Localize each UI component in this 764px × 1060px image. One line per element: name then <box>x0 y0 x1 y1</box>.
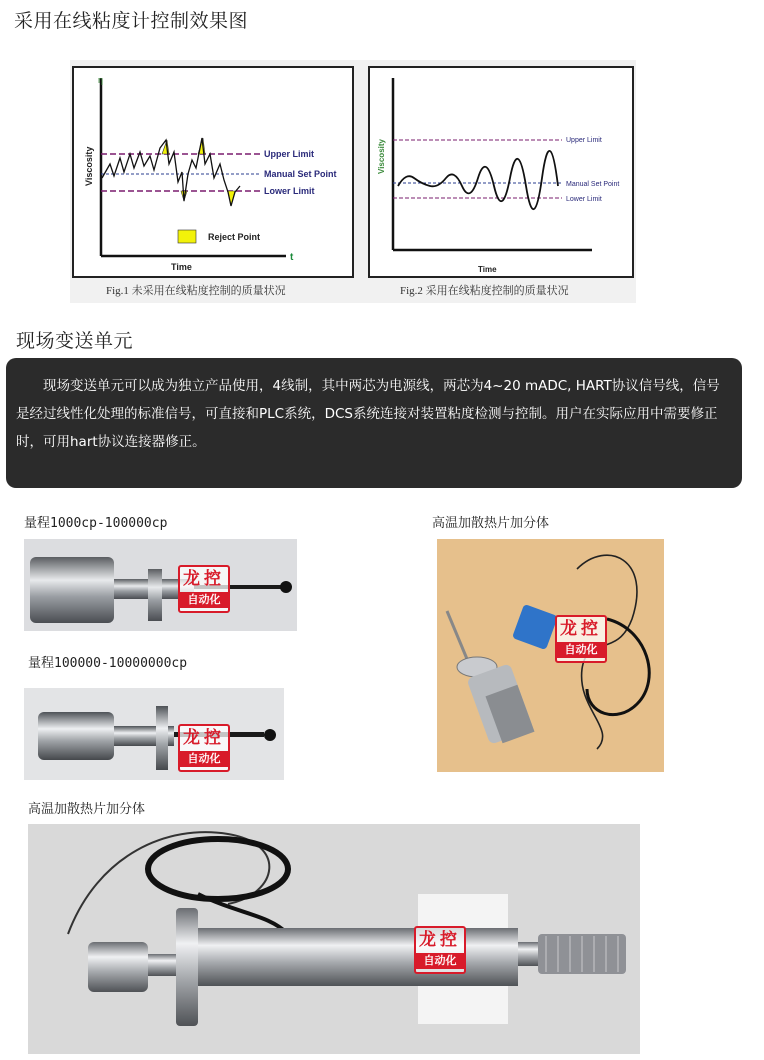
description-box <box>6 358 742 488</box>
fig2-box <box>368 66 634 278</box>
fig1-y-symbol: η <box>98 75 104 85</box>
section-title-control-effect: 采用在线粘度计控制效果图 <box>14 10 249 32</box>
fig1-upper-limit-label: Upper Limit <box>264 149 315 159</box>
photo-label-range1: 量程1000cp-100000cp <box>24 516 168 531</box>
sensor-illustration-4 <box>28 824 640 1054</box>
sensor-illustration-1 <box>24 539 297 631</box>
description-text: 现场变送单元可以成为独立产品使用，4线制，其中两芯为电源线，两芯为4~20 mADC, HART协议信号线，信号是经过线性化处理的标准信号，可直接和PLC系统，DCS系统连接对装置粘度检测与控制。用户在实际应用中需要修正时，可用hart协议连接器修正。 <box>16 378 720 450</box>
fig1-x-symbol: t <box>290 252 294 263</box>
fig2-upper-limit-label: Upper Limit <box>566 137 602 144</box>
fig2-lower-limit-label: Lower Limit <box>566 196 602 203</box>
product-photo-range2 <box>24 688 284 780</box>
watermark-logo <box>178 724 230 772</box>
photo-label-heat1: 高温加散热片加分体 <box>432 516 550 531</box>
fig2-x-label: Time <box>478 265 497 274</box>
fig1-viscosity-trace <box>102 138 240 206</box>
sensor-illustration-2 <box>24 688 284 780</box>
fig1-x-label: Time <box>171 262 192 272</box>
photo-label-heat2: 高温加散热片加分体 <box>28 802 146 817</box>
fig2-viscosity-trace <box>398 151 558 209</box>
watermark-logo <box>555 615 607 663</box>
watermark-logo <box>178 565 230 613</box>
fig1-lower-limit-label: Lower Limit <box>264 186 315 196</box>
fig2-chart <box>370 68 632 276</box>
product-photo-range1 <box>24 539 297 631</box>
fig1-chart <box>74 68 352 276</box>
watermark-line1: 龙控 <box>183 728 225 748</box>
watermark-line1: 龙控 <box>419 930 461 950</box>
fig2-set-point-label: Manual Set Point <box>566 181 620 188</box>
watermark-line2: 自动化 <box>180 592 228 608</box>
watermark-line2: 自动化 <box>416 953 464 969</box>
fig1-reject-legend-label: Reject Point <box>208 232 261 242</box>
watermark-line2: 自动化 <box>180 751 228 767</box>
fig1-reject-legend-swatch <box>178 230 196 243</box>
fig1-box <box>72 66 354 278</box>
watermark-line1: 龙控 <box>183 569 225 589</box>
watermark-line2: 自动化 <box>557 642 605 658</box>
fig2-y-label: Viscosity <box>377 139 386 174</box>
sensor-illustration-3 <box>437 539 664 772</box>
fig2-caption: Fig.2 采用在线粘度控制的质量状况 <box>400 285 569 297</box>
fig1-set-point-label: Manual Set Point <box>264 169 337 179</box>
fig1-y-label: Viscosity <box>84 146 94 186</box>
product-photo-heat2 <box>28 824 640 1054</box>
fig1-caption: Fig.1 未采用在线粘度控制的质量状况 <box>106 285 286 297</box>
photo-label-range2: 量程100000-10000000cp <box>28 656 188 671</box>
watermark-line1: 龙控 <box>560 619 602 639</box>
section-title-field-transmitter: 现场变送单元 <box>16 330 134 352</box>
product-photo-heat1 <box>437 539 664 772</box>
watermark-logo <box>414 926 466 974</box>
